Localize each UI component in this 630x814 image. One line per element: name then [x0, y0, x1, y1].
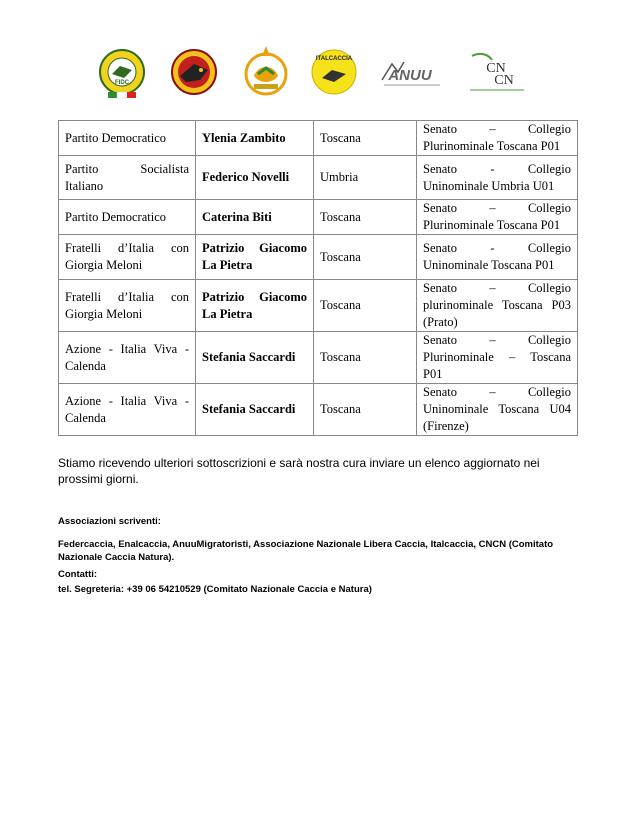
svg-text:ITALCACCIA: ITALCACCIA [315, 56, 353, 62]
college-line: (Firenze) [423, 419, 469, 433]
region-cell: Toscana [314, 280, 417, 332]
contacts-phone: tel. Segreteria: +39 06 54210529 (Comitato Nazionale Caccia e Natura) [58, 584, 372, 595]
candidate-cell [196, 280, 314, 332]
svg-text:CN: CN [486, 61, 506, 76]
italcaccia-logo [310, 48, 358, 96]
region-cell: Umbria [314, 156, 417, 200]
federcaccia-logo [98, 48, 146, 100]
college-line: Senato - Collegio [423, 161, 571, 176]
update-note: Stiamo ricevendo ulteriori sottoscrizioni e sarà nostra cura inviare un elenco aggiornato nei prossimi giorni. [58, 456, 540, 486]
candidate-line: La Pietra [202, 258, 253, 272]
candidate-line: Patrizio Giacomo [202, 289, 307, 304]
party-cell [59, 384, 196, 436]
party-line: Azione - Italia Viva - [65, 393, 189, 408]
party-cell [59, 280, 196, 332]
college-line: Plurinominale Toscana P01 [423, 218, 561, 232]
region-cell: Toscana [314, 200, 417, 235]
party-line: Partito Socialista [65, 161, 189, 176]
party-cell [59, 235, 196, 280]
college-line: Uninominale Toscana P01 [423, 258, 555, 272]
college-line: Senato – Collegio [423, 201, 571, 215]
college-line: plurinominale Toscana P03 [423, 298, 571, 312]
region-cell: Toscana [314, 235, 417, 280]
college-line: Uninominale Toscana U04 [423, 402, 571, 416]
table-row [59, 332, 578, 384]
party-line: Calenda [65, 358, 106, 373]
college-cell [417, 121, 578, 156]
party-line: Calenda [65, 410, 106, 425]
college-cell [417, 156, 578, 200]
party-line: Fratelli d’Italia con [65, 241, 189, 255]
college-cell [417, 384, 578, 436]
college-line: Senato – Collegio [423, 122, 571, 136]
candidate-line: La Pietra [202, 306, 253, 321]
table-row [59, 280, 578, 332]
college-line: Senato – Collegio [423, 333, 571, 347]
anuu-logo [380, 58, 444, 88]
libera-caccia-logo [242, 44, 290, 98]
svg-text:CN: CN [494, 73, 514, 88]
college-cell [417, 332, 578, 384]
table-row [59, 200, 578, 235]
candidate-line: Patrizio Giacomo [202, 241, 307, 255]
college-line: Senato - Collegio [423, 241, 571, 255]
college-cell [417, 280, 578, 332]
party-cell [59, 156, 196, 200]
cncn-logo [466, 50, 528, 94]
party-line: Azione - Italia Viva - [65, 341, 189, 356]
region-cell: Toscana [314, 332, 417, 384]
party-cell: Partito Democratico [59, 200, 196, 235]
college-line: Senato – Collegio [423, 385, 571, 399]
college-line: P01 [423, 367, 443, 381]
party-line: Italiano [65, 178, 104, 193]
candidate-cell: Ylenia Zambito [196, 121, 314, 156]
candidate-cell: Stefania Saccardi [196, 384, 314, 436]
contacts-heading: Contatti: [58, 569, 98, 580]
associations-heading: Associazioni scriventi: [58, 516, 161, 527]
region-cell: Toscana [314, 384, 417, 436]
college-line: Plurinominale Toscana P01 [423, 139, 561, 153]
svg-text:ANUU: ANUU [388, 67, 432, 84]
table-row [59, 235, 578, 280]
enalcaccia-logo [170, 48, 218, 96]
college-line: (Prato) [423, 315, 458, 329]
college-line: Uninominale Umbria U01 [423, 178, 555, 193]
table-row [59, 121, 578, 156]
table-row [59, 156, 578, 200]
party-cell [59, 332, 196, 384]
candidate-cell: Caterina Biti [196, 200, 314, 235]
party-cell: Partito Democratico [59, 121, 196, 156]
party-line: Giorgia Meloni [65, 306, 143, 321]
candidates-table [58, 120, 578, 436]
logo-row [96, 44, 536, 100]
college-cell [417, 235, 578, 280]
table-row [59, 384, 578, 436]
candidate-cell: Stefania Saccardi [196, 332, 314, 384]
party-line: Fratelli d’Italia con [65, 289, 189, 304]
candidate-cell [196, 235, 314, 280]
associations-list: Federcaccia, Enalcaccia, AnuuMigratoristi, Associazione Nazionale Libera Caccia, Italcaccia, CNCN (Comitato Nazionale Caccia Natura). [58, 539, 554, 563]
region-cell: Toscana [314, 121, 417, 156]
svg-text:FIDC: FIDC [115, 80, 129, 86]
college-line: Senato – Collegio [423, 281, 571, 295]
party-line: Giorgia Meloni [65, 258, 143, 272]
college-cell [417, 200, 578, 235]
candidate-cell: Federico Novelli [196, 156, 314, 200]
college-line: Plurinominale – Toscana [423, 350, 571, 364]
